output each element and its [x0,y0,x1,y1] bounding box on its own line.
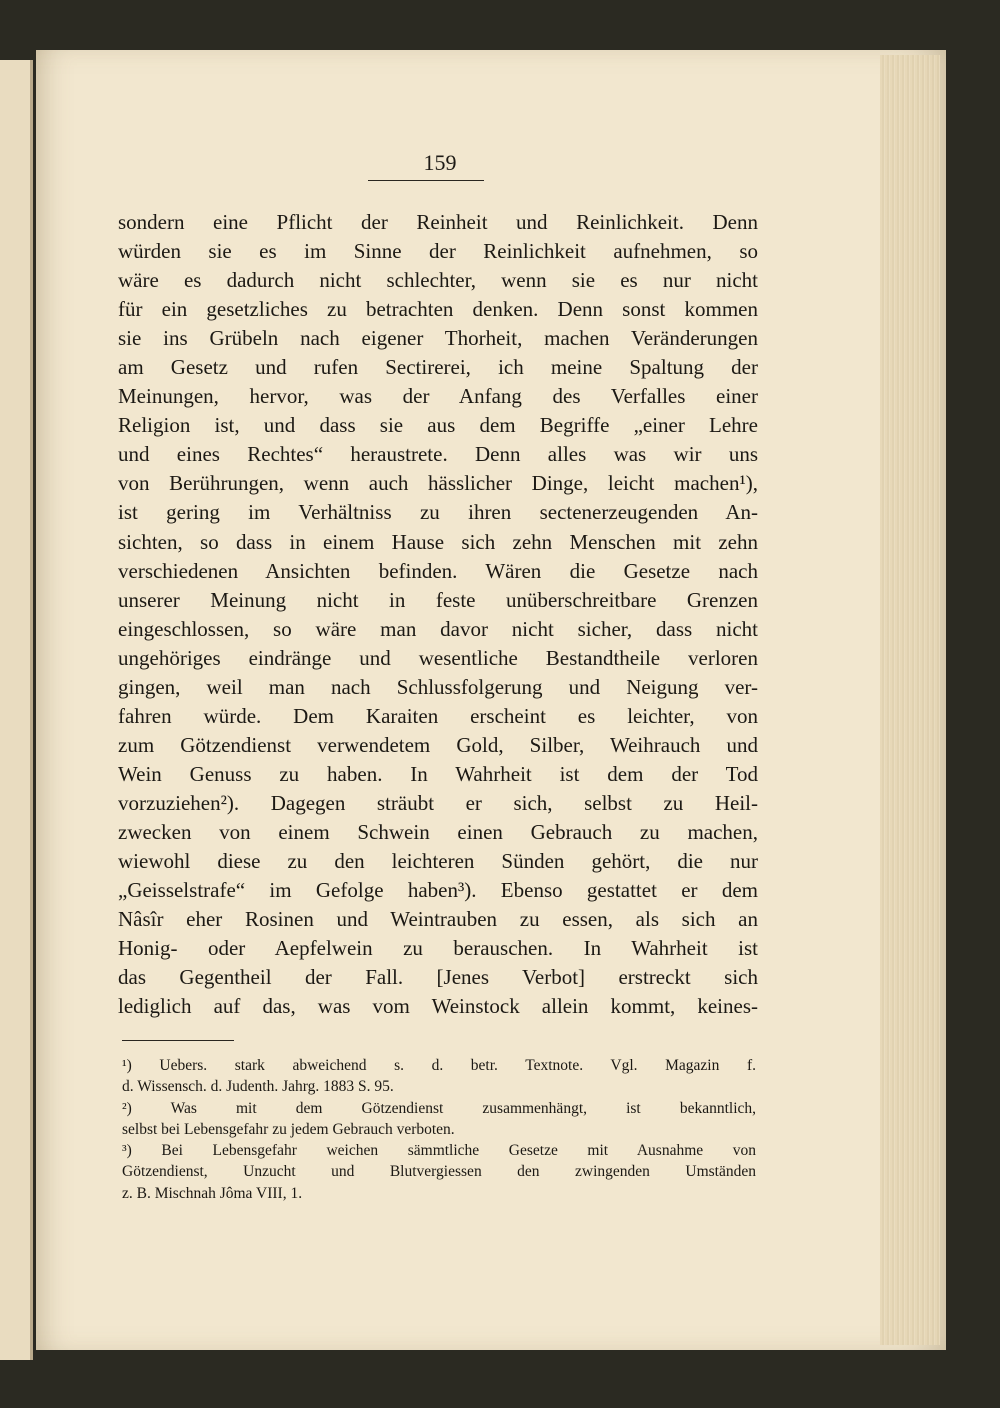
footnote-line: Götzendienst, Unzucht und Blutvergiessen den zwingenden Umständen [122,1163,756,1181]
text-line: Wein Genuss zu haben. In Wahrheit ist dem der Tod [118,761,758,786]
text-line: wiewohl diese zu den leichteren Sünden gehört, die nur [118,849,758,874]
text-line: Honig- oder Aepfelwein zu berauschen. In Wahrheit ist [118,936,758,961]
text-line: fahren würde. Dem Karaiten erscheint es leichter, von [118,703,758,728]
footnotes [122,1055,756,1204]
text-line: Meinungen, hervor, was der Anfang des Verfalles einer [118,384,758,409]
text-line: zum Götzendienst verwendetem Gold, Silber, Weihrauch und [118,732,758,757]
text-line: das Gegentheil der Fall. [Jenes Verbot] erstreckt sich [118,965,758,990]
text-line: vorzuziehen²). Dagegen sträubt er sich, selbst zu Heil- [118,790,758,815]
text-line: Nâsîr eher Rosinen und Weintrauben zu essen, als sich an [118,907,758,932]
footnote-rule [122,1040,234,1041]
facing-page-edge [0,60,33,1360]
page-number-rule [368,180,484,181]
text-line: ist gering im Verhältniss zu ihren sectenerzeugenden An- [118,500,758,525]
footnote-line: selbst bei Lebensgefahr zu jedem Gebrauch verboten. [122,1120,455,1138]
body-text [118,208,758,1021]
text-line: und eines Rechtes“ heraustrete. Denn alles was wir uns [118,442,758,467]
text-line: zwecken von einem Schwein einen Gebrauch zu machen, [118,819,758,844]
text-line: verschiedenen Ansichten befinden. Wären die Gesetze nach [118,558,758,583]
footnote-line: ²) Was mit dem Götzendienst zusammenhängt, ist bekanntlich, [122,1099,756,1117]
text-line: lediglich auf das, was vom Weinstock allein kommt, keines- [118,994,758,1019]
page-stack-edge [880,55,940,1345]
text-line: sichten, so dass in einem Hause sich zehn Menschen mit zehn [118,529,758,554]
footnote-line: ³) Bei Lebensgefahr weichen sämmtliche Gesetze mit Ausnahme von [122,1142,756,1160]
text-line: am Gesetz und rufen Sectirerei, ich meine Spaltung der [118,355,758,380]
text-line: für ein gesetzliches zu betrachten denken. Denn sonst kommen [118,297,758,322]
footnote-line: ¹) Uebers. stark abweichend s. d. betr. Textnote. Vgl. Magazin f. [122,1057,756,1074]
text-line: wäre es dadurch nicht schlechter, wenn sie es nur nicht [118,268,758,293]
text-line: eingeschlossen, so wäre man davor nicht sicher, dass nicht [118,616,758,641]
text-line: „Geisselstrafe“ im Gefolge haben³). Ebenso gestattet er dem [118,878,758,903]
text-line: gingen, weil man nach Schlussfolgerung und Neigung ver- [118,674,758,699]
footnote-line: z. B. Mischnah Jôma VIII, 1. [122,1184,303,1202]
page-number: 159 [423,150,457,175]
text-line: Religion ist, und dass sie aus dem Begriffe „einer Lehre [118,413,758,438]
footnote-line: d. Wissensch. d. Judenth. Jahrg. 1883 S. 95. [122,1078,394,1096]
text-line: sondern eine Pflicht der Reinheit und Reinlichkeit. Denn [118,210,758,234]
text-line: ungehöriges eindränge und wesentliche Bestandtheile verloren [118,645,758,670]
text-line: würden sie es im Sinne der Reinlichkeit aufnehmen, so [118,239,758,264]
text-line: sie ins Grübeln nach eigener Thorheit, machen Veränderungen [118,326,758,351]
text-line: von Berührungen, wenn auch hässlicher Dinge, leicht machen¹), [118,471,758,496]
text-line: unserer Meinung nicht in feste unüberschreitbare Grenzen [118,587,758,612]
